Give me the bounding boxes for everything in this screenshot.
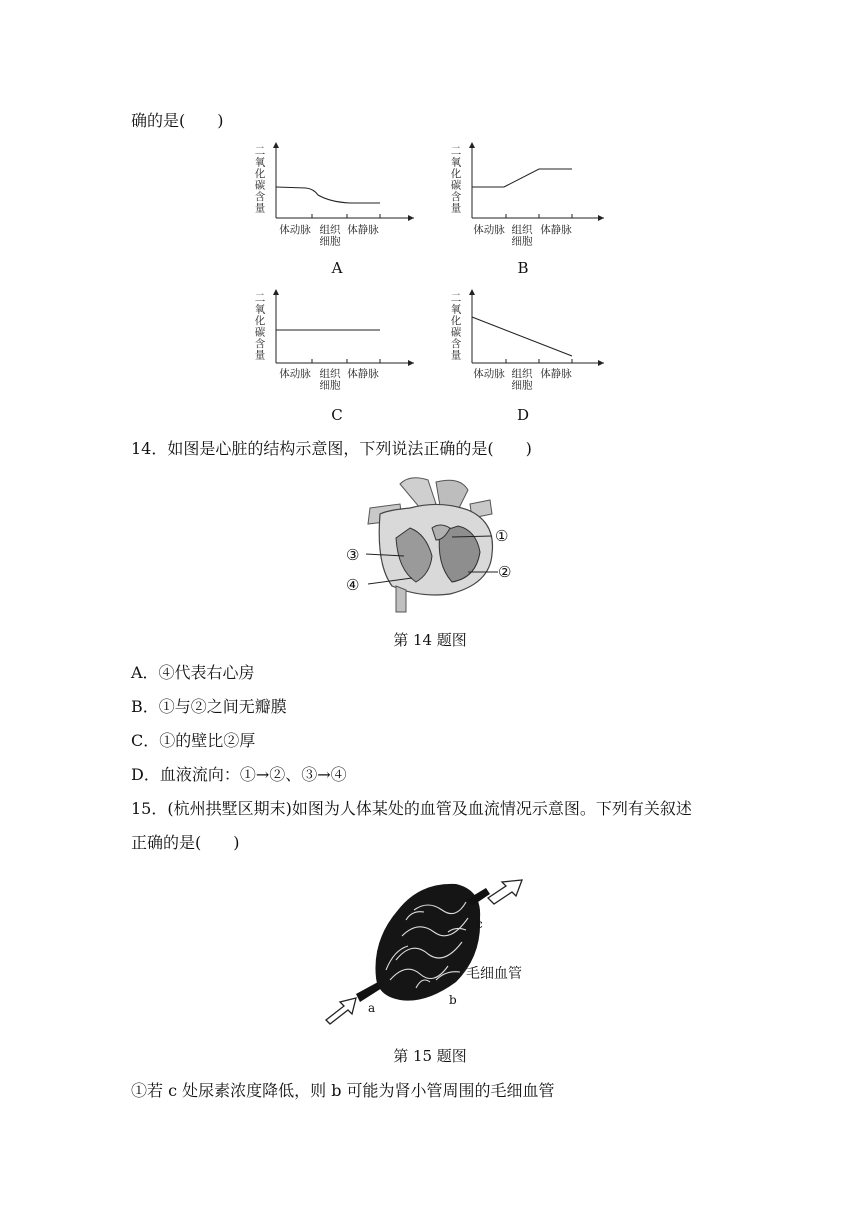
chart-c-label: C	[331, 406, 343, 424]
chart-d-tick-0: 体动脉	[473, 368, 505, 380]
svg-text:二氧化碳含量: 二氧化碳含量	[254, 292, 266, 362]
label-capillary: 毛细血管	[466, 966, 522, 982]
q14-caption: 第 14 题图	[393, 631, 467, 649]
chart-c-ylabel	[255, 292, 266, 362]
chart-c-tick-1: 组织细胞	[319, 368, 341, 392]
chart-b	[446, 140, 616, 250]
svg-text:二氧化碳含量: 二氧化碳含量	[450, 145, 462, 215]
heart-label-1: ①	[495, 527, 509, 545]
chart-a	[250, 140, 420, 250]
heart-label-4: ④	[346, 576, 360, 594]
chart-d-ylabel	[451, 292, 462, 362]
svg-text:二氧化碳含量: 二氧化碳含量	[254, 145, 266, 215]
heart-label-2: ②	[498, 563, 512, 581]
outflow-arrow-icon	[488, 880, 522, 904]
q14-stem: 14．如图是心脏的结构示意图，下列说法正确的是( )	[131, 439, 532, 458]
chart-d-tick-2: 体静脉	[540, 368, 572, 380]
chart-d	[446, 287, 616, 397]
q13-stem-tail: 确的是( )	[131, 111, 224, 130]
chart-a-series-line	[276, 187, 380, 203]
chart-b-series-line	[472, 169, 572, 187]
capillary-diagram	[316, 870, 546, 1030]
chart-c-tick-2: 体静脉	[347, 368, 379, 380]
chart-b-tick-2: 体静脉	[540, 224, 572, 236]
q14-option-a[interactable]: A．④代表右心房	[131, 663, 255, 682]
q14-option-b[interactable]: B．①与②之间无瓣膜	[131, 697, 287, 716]
chart-d-series-line	[472, 317, 572, 356]
chart-d-label: D	[516, 406, 530, 424]
chart-c	[250, 287, 420, 397]
chart-a-tick-1: 组织细胞	[319, 224, 341, 248]
inflow-arrow-icon	[326, 998, 356, 1024]
heart-label-3: ③	[346, 546, 360, 564]
heart-diagram	[340, 474, 530, 614]
chart-a-tick-2: 体静脉	[347, 224, 379, 236]
q14-option-c[interactable]: C．①的壁比②厚	[131, 731, 256, 750]
chart-c-tick-0: 体动脉	[279, 368, 311, 380]
chart-b-ylabel	[451, 145, 462, 215]
q15-statement-1: ①若 c 处尿素浓度降低，则 b 可能为肾小管周围的毛细血管	[131, 1081, 555, 1100]
chart-a-tick-0: 体动脉	[279, 224, 311, 236]
chart-a-ylabel	[255, 145, 266, 215]
label-a: a	[368, 1001, 376, 1015]
chart-d-tick-1: 组织细胞	[511, 368, 533, 392]
q15-caption: 第 15 题图	[393, 1047, 467, 1065]
label-b: b	[449, 993, 457, 1007]
label-c: c	[476, 917, 483, 931]
chart-b-label: B	[517, 259, 529, 277]
q15-stem-line2: 正确的是( )	[131, 833, 240, 852]
chart-b-tick-1: 组织细胞	[511, 224, 533, 248]
q15-stem-line1: 15．(杭州拱墅区期末)如图为人体某处的血管及血流情况示意图。下列有关叙述	[131, 799, 692, 818]
q14-option-d[interactable]: D．血液流向：①→②、③→④	[131, 765, 347, 784]
chart-b-tick-0: 体动脉	[473, 224, 505, 236]
chart-a-label: A	[331, 259, 343, 277]
svg-text:二氧化碳含量: 二氧化碳含量	[450, 292, 462, 362]
